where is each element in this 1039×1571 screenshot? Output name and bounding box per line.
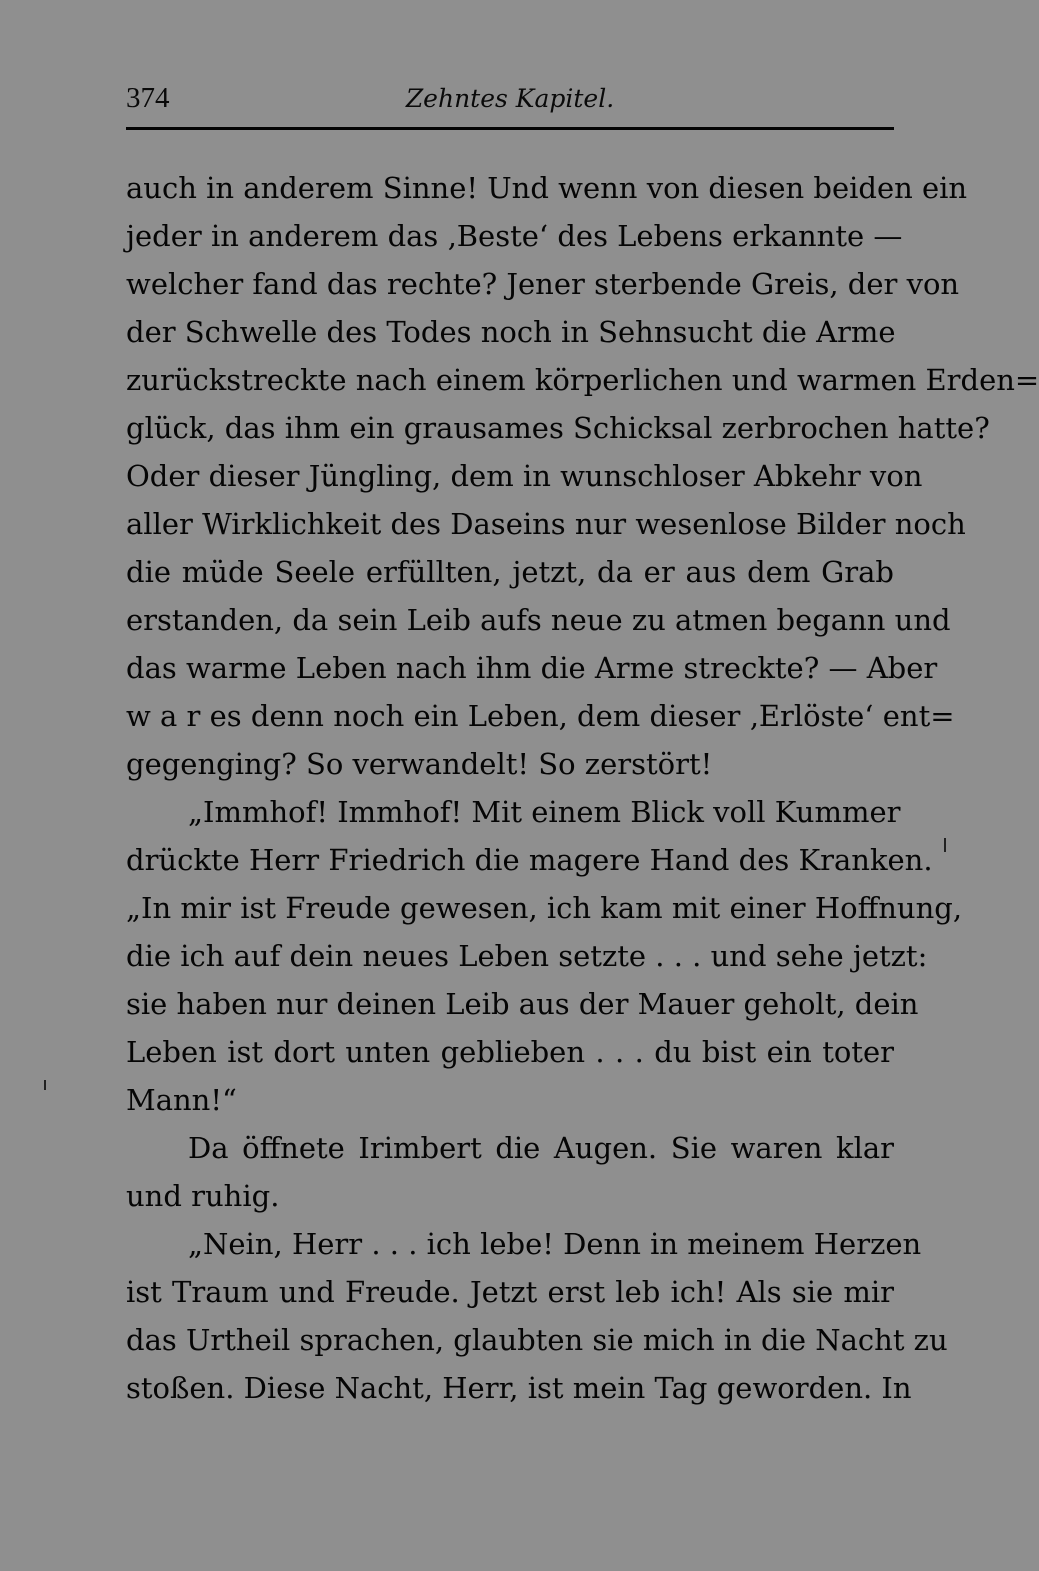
text-line: auch in anderem Sinne! Und wenn von diesen beiden ein	[126, 171, 968, 205]
text-line: Mann!“	[126, 1083, 237, 1117]
text-line: ist Traum und Freude. Jetzt erst leb ich! Als sie mir	[126, 1275, 894, 1309]
text-line: aller Wirklichkeit des Daseins nur wesenlose Bilder noch	[126, 507, 966, 541]
text-line: drückte Herr Friedrich die magere Hand des Kranken.	[126, 843, 933, 877]
text-line: jeder in anderem das ‚Beste‘ des Lebens erkannte —	[126, 219, 903, 253]
text-line: stoßen. Diese Nacht, Herr, ist mein Tag geworden. In	[126, 1371, 912, 1405]
text-line: Leben ist dort unten geblieben . . . du bist ein toter	[126, 1035, 894, 1069]
text-line: erstanden, da sein Leib aufs neue zu atmen begann und	[126, 603, 951, 637]
text-line: „Immhof! Immhof! Mit einem Blick voll Kummer	[188, 795, 901, 829]
scan-speck	[944, 838, 946, 852]
text-line: gegenging? So verwandelt! So zerstört!	[126, 747, 713, 781]
text-line: w a r es denn noch ein Leben, dem dieser ‚Erlöste‘ ent=	[126, 699, 955, 733]
text-line: zurückstreckte nach einem körperlichen und warmen Erden=	[126, 363, 1039, 397]
text-line: sie haben nur deinen Leib aus der Mauer geholt, dein	[126, 987, 919, 1021]
body-text	[126, 164, 1039, 1412]
text-line: welcher fand das rechte? Jener sterbende Greis, der von	[126, 267, 960, 301]
text-line: Oder dieser Jüngling, dem in wunschloser Abkehr von	[126, 459, 923, 493]
page-header	[126, 74, 894, 120]
text-line: Da öffnete Irimbert die Augen. Sie waren klar	[188, 1131, 894, 1165]
text-line: die ich auf dein neues Leben setzte . . . und sehe jetzt:	[126, 939, 928, 973]
page-number: 374	[126, 82, 170, 114]
text-line: „In mir ist Freude gewesen, ich kam mit einer Hoffnung,	[126, 891, 963, 925]
text-line: glück, das ihm ein grausames Schicksal zerbrochen hatte?	[126, 411, 990, 445]
text-line: und ruhig.	[126, 1179, 280, 1213]
running-title: Zehntes Kapitel.	[405, 84, 615, 113]
text-line: das Urtheil sprachen, glaubten sie mich in die Nacht zu	[126, 1323, 948, 1357]
text-line: die müde Seele erfüllten, jetzt, da er aus dem Grab	[126, 555, 894, 589]
header-rule	[126, 127, 894, 130]
scan-speck	[44, 1080, 46, 1090]
text-line: das warme Leben nach ihm die Arme streckte? — Aber	[126, 651, 938, 685]
text-line: „Nein, Herr . . . ich lebe! Denn in meinem Herzen	[188, 1227, 922, 1261]
text-line: der Schwelle des Todes noch in Sehnsucht die Arme	[126, 315, 896, 349]
